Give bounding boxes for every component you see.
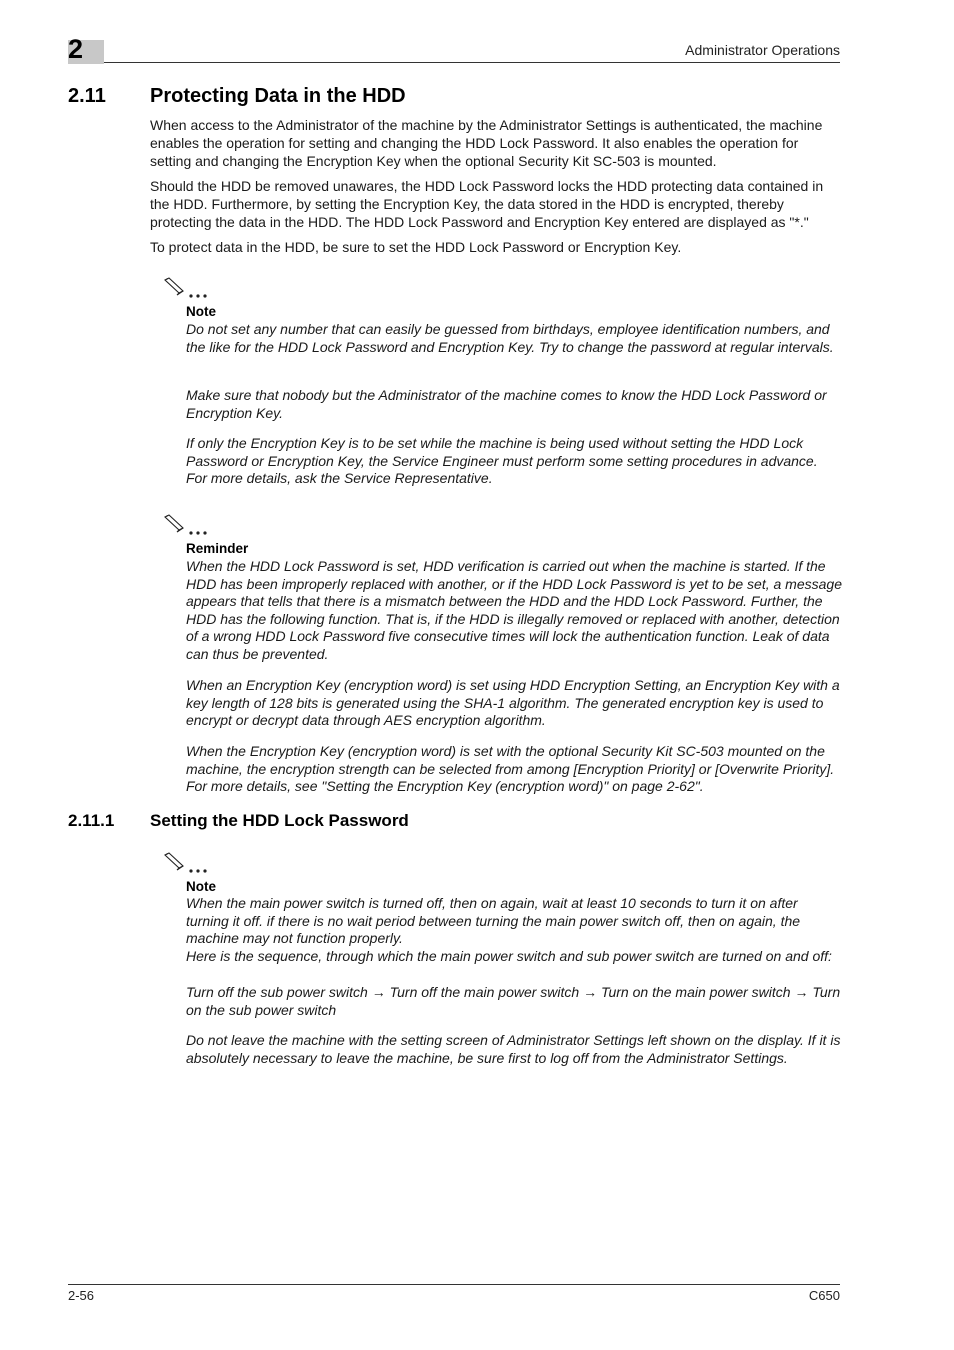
reminder-paragraph: When an Encryption Key (encryption word) is set using HDD Encryption Setting, an Encryption Key with a key length of 128 bits is generated using the SHA-1 algorithm. The generated encryption key is used to encrypt or decrypt data through AES encryption algorithm. (186, 677, 840, 729)
section-title: Protecting Data in the HDD (150, 85, 406, 107)
section-number: 2.11 (68, 85, 106, 107)
footer-divider (68, 1284, 840, 1285)
pencil-note-icon (163, 851, 211, 875)
subsection-number: 2.11.1 (68, 811, 115, 830)
chapter-number: 2 (68, 34, 84, 64)
reminder-block (163, 513, 843, 803)
intro-paragraph: When access to the Administrator of the machine by the Administrator Settings is authenticated, the machine enables the operation for setting and changing the HDD Lock Password. It also enables the operation for setting and changing the Encryption Key when the optional Security Kit SC-503 is mounted. (150, 117, 823, 169)
header-divider (104, 62, 840, 63)
note-block (163, 276, 843, 496)
hdd-lock-paragraph: Should the HDD be removed unawares, the HDD Lock Password locks the HDD protecting data contained in the HDD. Furthermore, by setting the Encryption Key, the data stored in the HDD is encrypted, thereby protecting the data in the HDD. The HDD Lock Password and Encryption Key entered are displayed as "*." (150, 178, 824, 230)
note-paragraph: When the main power switch is turned off, then on again, wait at least 10 seconds to turn it on after turning it off. if there is no wait period between turning the main power switch off, then on again, the machine may not function properly. (186, 895, 801, 947)
subsection-heading (68, 811, 409, 831)
running-header-title: Administrator Operations (685, 42, 840, 58)
model-name: C650 (808, 1288, 840, 1303)
reminder-paragraph: When the HDD Lock Password is set, HDD verification is carried out when the machine is started. If the HDD has been improperly replaced with another, or if the HDD Lock Password is yet to be set, a message appears that tells that there is a mismatch between the HDD and the HDD Lock Password. Further, the HDD has the following function. That is, if the HDD is illegally removed or replaced with another, detection of a wrong HDD Lock Password five consecutive times will lock the authentication function. Leak of data can thus be prevented. (186, 558, 842, 662)
subsection-title: Setting the HDD Lock Password (150, 811, 409, 830)
reminder-label: Reminder (186, 541, 249, 556)
section-heading (68, 85, 406, 108)
note-paragraph: Do not leave the machine with the setting screen of Administrator Settings left shown on the display. If it is absolutely necessary to leave the machine, be sure first to log off from the Administrator Settings. (186, 1032, 841, 1066)
note-paragraph: Here is the sequence, through which the main power switch and sub power switch are turned on and off: (186, 948, 832, 964)
reminder-paragraph: When the Encryption Key (encryption word) is set with the optional Security Kit SC-503 mounted on the machine, the encryption strength can be selected from among [Encryption Priority] or [Overwrite Priority]. For more details, see "Setting the Encryption Key (encryption word)" on page 2-62". (186, 743, 835, 795)
note-paragraph: Make sure that nobody but the Administrator of the machine comes to know the HDD Lock Password or Encryption Key. (186, 387, 827, 421)
note-paragraph: Do not set any number that can easily be guessed from birthdays, employee identification numbers, and the like for the HDD Lock Password and Encryption Key. Try to change the password at regular intervals. (186, 321, 834, 355)
protect-data-paragraph: To protect data in the HDD, be sure to set the HDD Lock Password or Encryption Key. (150, 239, 682, 255)
note-block (163, 851, 843, 1076)
pencil-note-icon (163, 276, 211, 300)
note-label: Note (186, 304, 216, 319)
page-number: 2-56 (68, 1288, 95, 1303)
note-label: Note (186, 879, 216, 894)
note-paragraph: If only the Encryption Key is to be set while the machine is being used without setting the HDD Lock Password or Encryption Key, the Service Engineer must perform some setting procedures in advance. For more details, ask the Service Representative. (186, 435, 818, 487)
pencil-note-icon (163, 513, 211, 537)
note-paragraph: Turn off the sub power switch → Turn off the main power switch → Turn on the main power switch → Turn on the sub power switch (186, 984, 841, 1018)
